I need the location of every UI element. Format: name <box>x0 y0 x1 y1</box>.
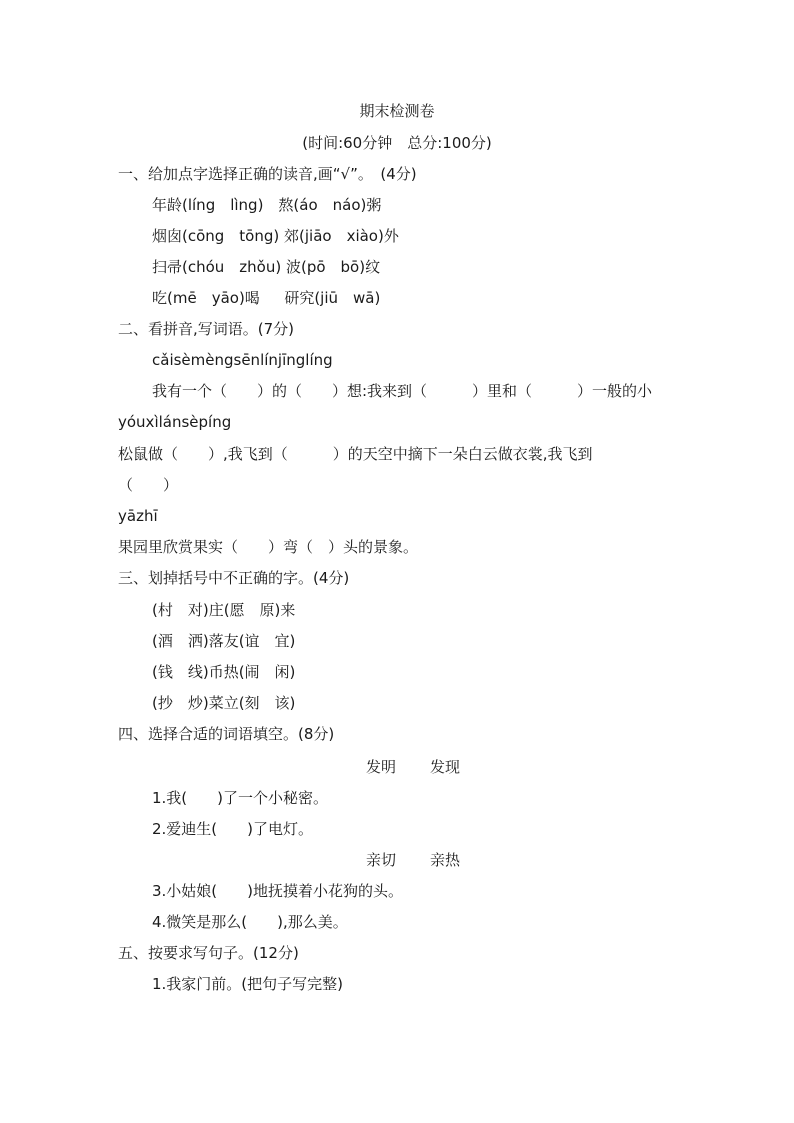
s2-sentence-1: 我有一个（ ）的（ ）想:我来到（ ）里和（ ）一般的小 <box>152 382 653 400</box>
s2-pinyin-3: yāzhī <box>118 507 158 525</box>
s1-line-2: 烟囱(cōng tōng) 郊(jiāo xiào)外 <box>152 227 399 245</box>
word-option-1: 发明 <box>366 758 397 776</box>
section-2-heading: 二、看拼音,写词语。(7分) <box>118 320 295 338</box>
s3-line-4: (抄 炒)菜立(刻 该) <box>152 694 296 712</box>
s1-line-3: 扫帚(chóu zhǒu) 波(pō bō)纹 <box>152 258 381 276</box>
s4-question-1: 1.我( )了一个小秘密。 <box>152 789 329 807</box>
s1-line-4: 吃(mē yāo)喝 研究(jiū wā) <box>152 289 381 307</box>
word-option-3: 亲切 <box>366 851 397 869</box>
word-option-4: 亲热 <box>430 851 461 869</box>
word-option-2: 发现 <box>430 758 461 776</box>
s4-question-2: 2.爱迪生( )了电灯。 <box>152 820 314 838</box>
s2-sentence-2: 松鼠做（ ）,我飞到（ ）的天空中摘下一朵白云做衣裳,我飞到 <box>118 445 593 463</box>
section-5-heading: 五、按要求写句子。(12分) <box>118 944 299 962</box>
s1-line-1: 年龄(líng lìng) 熬(áo náo)粥 <box>152 196 382 214</box>
section-3-heading: 三、划掉括号中不正确的字。(4分) <box>118 569 350 587</box>
s4-question-3: 3.小姑娘( )地抚摸着小花狗的头。 <box>152 882 404 900</box>
page-title: 期末检测卷 <box>359 102 435 120</box>
s3-line-2: (酒 洒)落友(谊 宜) <box>152 632 296 650</box>
s3-line-1: (村 对)庄(愿 原)来 <box>152 601 296 619</box>
section-1-heading: 一、给加点字选择正确的读音,画“√”。 (4分) <box>118 165 417 183</box>
s2-sentence-3: （ ） <box>118 476 179 494</box>
exam-info: (时间:60分钟 总分:100分) <box>302 134 492 152</box>
s3-line-3: (钱 线)币热(闹 闲) <box>152 663 296 681</box>
s2-pinyin-1: cǎisèmèngsēnlínjīnglíng <box>152 351 333 369</box>
s5-question-1: 1.我家门前。(把句子写完整) <box>152 975 344 993</box>
section-4-heading: 四、选择合适的词语填空。(8分) <box>118 725 335 743</box>
s2-sentence-4: 果园里欣赏果实（ ）弯（ ）头的景象。 <box>118 538 419 556</box>
s2-pinyin-2: yóuxìlánsèpíng <box>118 413 232 431</box>
s4-question-4: 4.微笑是那么( ),那么美。 <box>152 913 348 931</box>
